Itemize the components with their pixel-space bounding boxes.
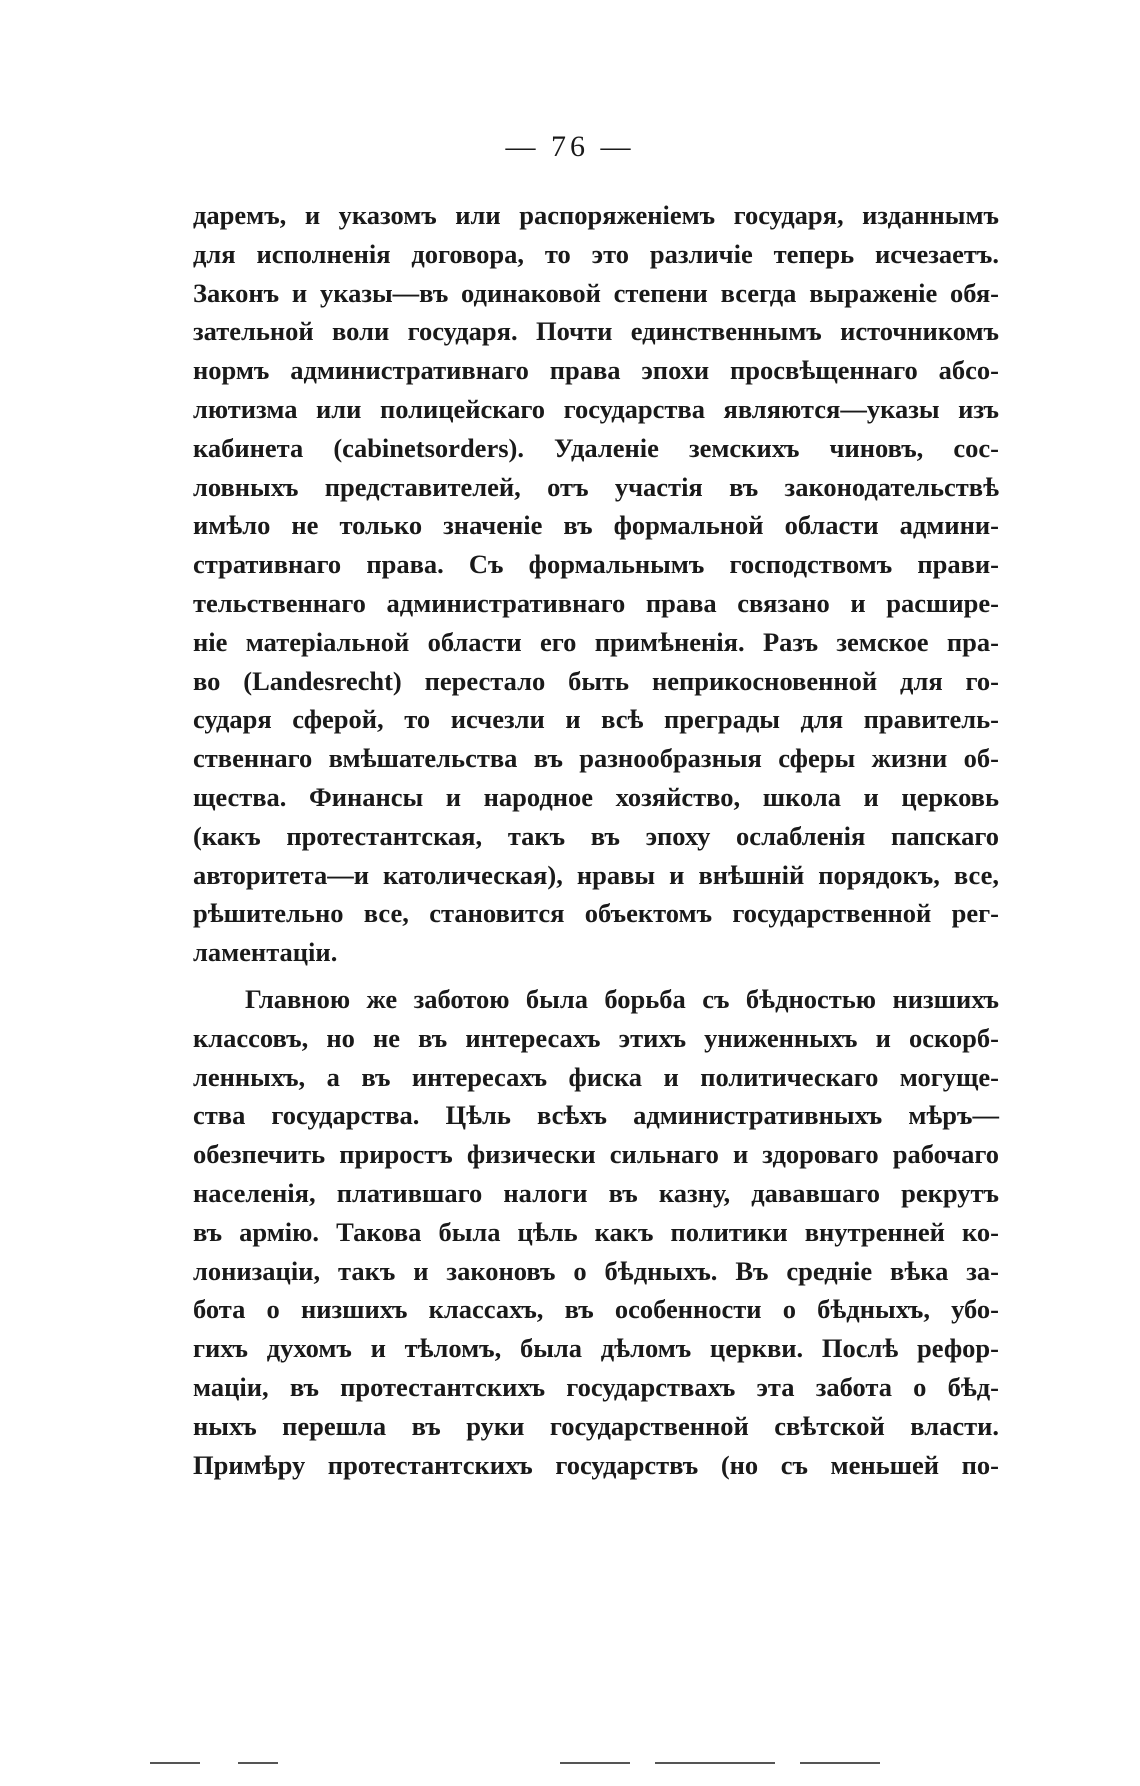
text-line: ламентаціи.: [193, 937, 338, 968]
text-line: тельственнаго административнаго права связано и расшире-: [193, 587, 999, 618]
text-line: обезпечить приростъ физически сильнаго и здороваго рабочаго: [193, 1139, 999, 1170]
paragraph-gap: [193, 972, 999, 980]
text-line: нормъ административнаго права эпохи просвѣщеннаго абсо-: [193, 355, 999, 386]
text-line: классовъ, но не въ интересахъ этихъ униженныхъ и оскорб-: [193, 1022, 999, 1053]
text-line: имѣло не только значеніе въ формальной области админи-: [193, 510, 999, 541]
text-body: [193, 196, 999, 1484]
text-line: бота о низшихъ классахъ, въ особенности о бѣдныхъ, убо-: [193, 1294, 999, 1325]
text-line: маціи, въ протестантскихъ государствахъ эта забота о бѣд-: [193, 1371, 999, 1402]
text-line: для исполненія договора, то это различіе теперь исчезаетъ.: [193, 238, 999, 269]
scan-mark: [655, 1762, 775, 1764]
paragraph-1: [193, 196, 999, 972]
scan-edge-artifact: [0, 1762, 1140, 1768]
text-line: во (Landesrecht) перестало быть неприкосновенной для го-: [193, 665, 999, 696]
text-line: авторитета—и католическая), нравы и внѣшній порядокъ, все,: [193, 859, 999, 890]
text-line: щества. Финансы и народное хозяйство, школа и церковь: [193, 781, 999, 812]
text-line: рѣшительно все, становится объектомъ государственной рег-: [193, 898, 999, 929]
text-line: стративнаго права. Съ формальнымъ господствомъ прави-: [193, 549, 999, 580]
text-line: Законъ и указы—въ одинаковой степени всегда выраженіе обя-: [193, 277, 999, 308]
text-line: даремъ, и указомъ или распоряженіемъ государя, изданнымъ: [193, 200, 999, 230]
paragraph-2: [193, 980, 999, 1484]
text-line: зательной воли государя. Почти единственнымъ источникомъ: [193, 316, 999, 347]
text-line: Главною же заботою была борьба съ бѣдностью низшихъ: [245, 983, 999, 1014]
text-line: ныхъ перешла въ руки государственной свѣтской власти.: [193, 1410, 999, 1441]
scan-mark: [800, 1762, 880, 1764]
text-line: ства государства. Цѣль всѣхъ административныхъ мѣръ—: [193, 1100, 999, 1131]
page-number: — 76 —: [505, 130, 635, 163]
text-line: сударя сферой, то исчезли и всѣ преграды для правитель-: [193, 704, 999, 735]
text-line: ловныхъ представителей, отъ участія въ законодательствѣ: [193, 471, 999, 502]
scan-mark: [238, 1762, 278, 1764]
text-line: гихъ духомъ и тѣломъ, была дѣломъ церкви. Послѣ рефор-: [193, 1333, 999, 1364]
text-line: въ армію. Такова была цѣль какъ политики внутренней ко-: [193, 1216, 999, 1247]
text-line: лютизма или полицейскаго государства являются—указы изъ: [193, 393, 999, 424]
text-line: ственнаго вмѣшательства въ разнообразныя сферы жизни об-: [193, 743, 999, 774]
text-line: ніе матеріальной области его примѣненія. Разъ земское пра-: [193, 626, 999, 657]
text-line: (какъ протестантская, такъ въ эпоху ослабленія папскаго: [193, 820, 999, 851]
text-line: ленныхъ, а въ интересахъ фиска и политическаго могуще-: [193, 1061, 999, 1092]
text-line: кабинета (cabinetsorders). Удаленіе земскихъ чиновъ, сос-: [193, 432, 999, 463]
text-line: населенія, платившаго налоги въ казну, дававшаго рекрутъ: [193, 1177, 999, 1208]
scan-mark: [150, 1762, 200, 1764]
text-line: Примѣру протестантскихъ государствъ (но съ меньшей по-: [193, 1449, 999, 1480]
scan-mark: [560, 1762, 630, 1764]
text-line: лонизаціи, такъ и законовъ о бѣдныхъ. Въ средніе вѣка за-: [193, 1255, 999, 1286]
